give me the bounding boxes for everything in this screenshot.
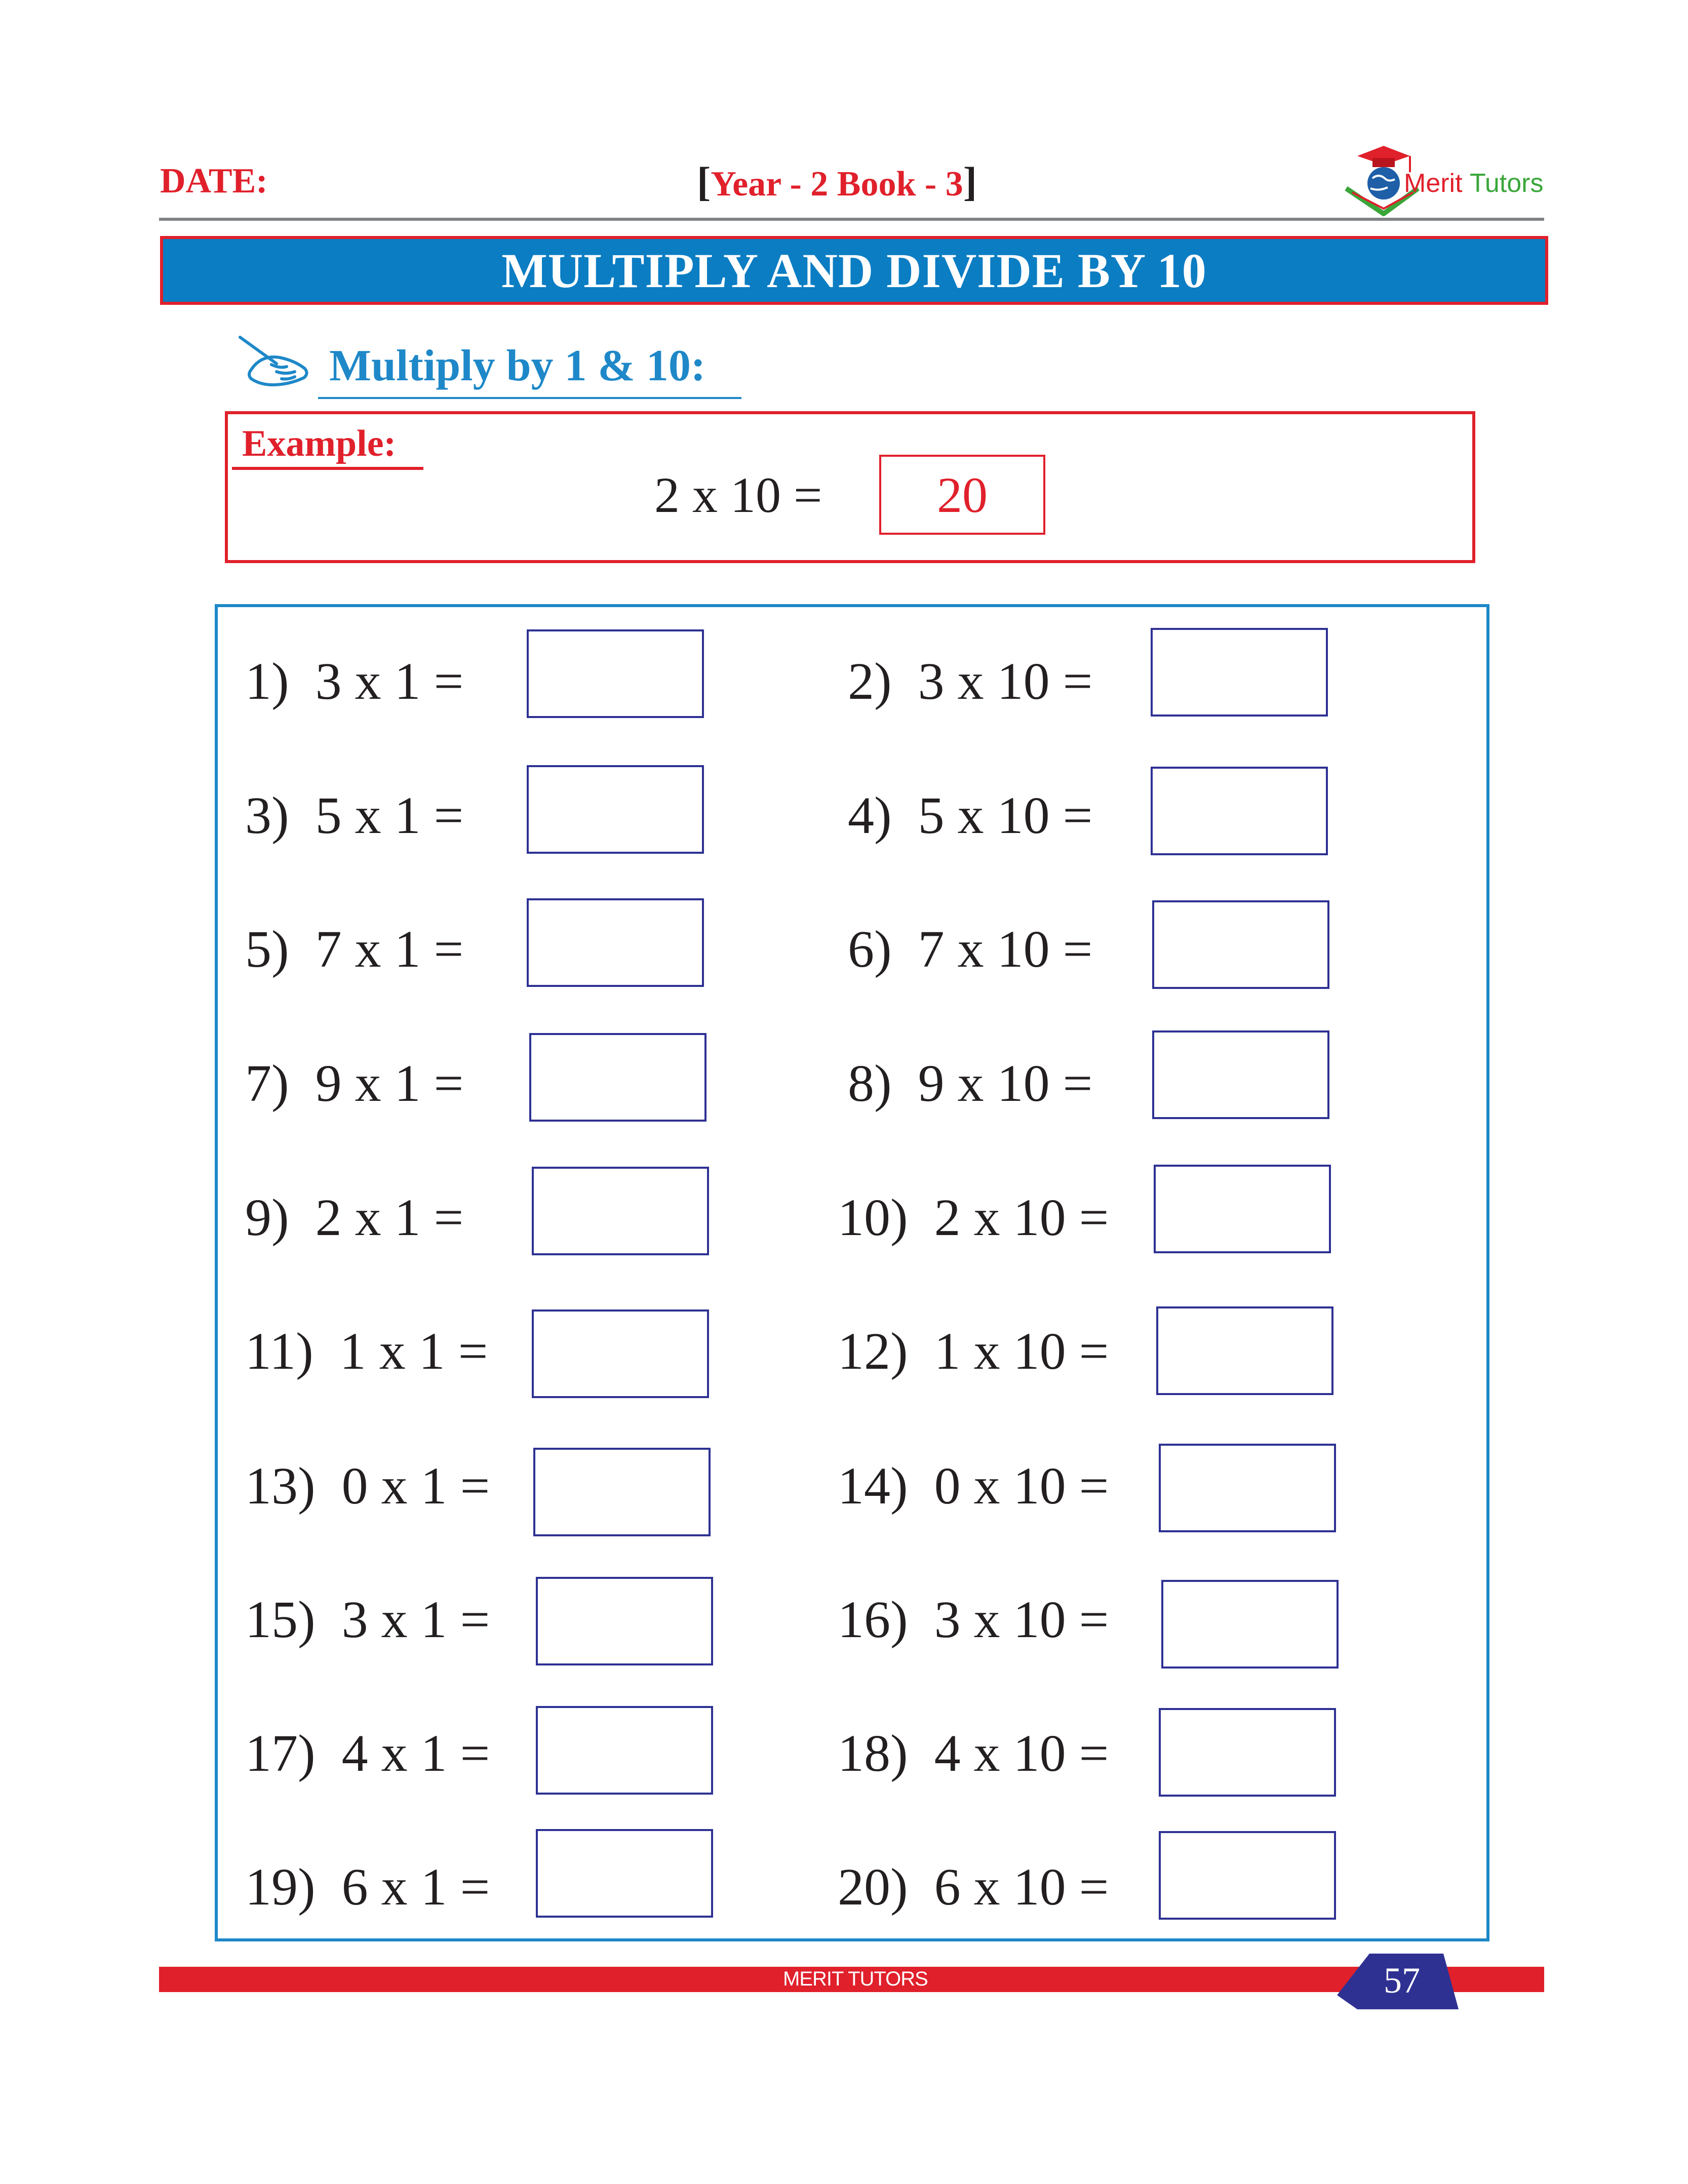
page-number: 57	[1384, 1960, 1420, 2001]
answer-box-17[interactable]	[536, 1706, 713, 1795]
logo-text	[1404, 168, 1543, 198]
problem-label: 5) 7 x 1 =	[245, 920, 464, 978]
problem-label: 20) 6 x 10 =	[838, 1858, 1109, 1916]
problem-label: 18) 4 x 10 =	[838, 1724, 1109, 1782]
answer-box-12[interactable]	[1156, 1306, 1333, 1395]
answer-box-10[interactable]	[1154, 1165, 1331, 1253]
book-label	[697, 158, 977, 206]
answer-box-14[interactable]	[1159, 1444, 1336, 1532]
answer-box-8[interactable]	[1152, 1030, 1329, 1119]
problem-label: 3) 5 x 1 =	[245, 786, 464, 845]
answer-box-6[interactable]	[1152, 900, 1329, 989]
answer-box-9[interactable]	[532, 1167, 709, 1255]
answer-box-7[interactable]	[529, 1033, 706, 1122]
writing-hand-icon	[236, 334, 317, 390]
problem-label: 4) 5 x 10 =	[848, 786, 1093, 845]
header-divider	[159, 218, 1544, 221]
problem-label: 12) 1 x 10 =	[838, 1322, 1109, 1380]
problem-label: 16) 3 x 10 =	[838, 1591, 1109, 1649]
close-bracket: ]	[963, 158, 977, 205]
page-title: MULTIPLY AND DIVIDE BY 10	[501, 243, 1207, 298]
example-label: Example:	[242, 423, 397, 464]
problem-label: 6) 7 x 10 =	[848, 920, 1093, 978]
problem-label: 10) 2 x 10 =	[838, 1188, 1109, 1247]
answer-box-5[interactable]	[527, 898, 704, 987]
answer-box-13[interactable]	[533, 1448, 711, 1536]
answer-box-11[interactable]	[532, 1309, 709, 1398]
answer-box-15[interactable]	[536, 1577, 713, 1665]
answer-box-4[interactable]	[1151, 767, 1328, 855]
section-underline	[318, 397, 741, 399]
problem-label: 14) 0 x 10 =	[838, 1457, 1109, 1515]
problem-label: 2) 3 x 10 =	[848, 652, 1093, 710]
problem-label: 15) 3 x 1 =	[245, 1591, 490, 1649]
date-label: DATE:	[160, 162, 268, 201]
footer-brand: MERIT TUTORS	[783, 1968, 928, 1990]
problem-label: 11) 1 x 1 =	[245, 1322, 488, 1380]
problem-label: 8) 9 x 10 =	[848, 1054, 1093, 1113]
answer-box-18[interactable]	[1159, 1708, 1336, 1797]
answer-box-16[interactable]	[1161, 1580, 1339, 1669]
example-equation: 2 x 10 =	[654, 467, 822, 523]
problem-label: 19) 6 x 1 =	[245, 1858, 490, 1916]
answer-box-19[interactable]	[536, 1829, 713, 1918]
section-heading: Multiply by 1 & 10:	[329, 341, 706, 390]
answer-box-1[interactable]	[527, 629, 704, 718]
problem-label: 9) 2 x 1 =	[245, 1188, 464, 1247]
open-bracket: [	[697, 158, 711, 205]
answer-box-3[interactable]	[527, 765, 704, 854]
problem-label: 13) 0 x 1 =	[245, 1457, 490, 1515]
problem-label: 17) 4 x 1 =	[245, 1724, 490, 1782]
logo-text-merit: Merit	[1404, 169, 1463, 198]
problem-label: 7) 9 x 1 =	[245, 1054, 464, 1113]
problem-label: 1) 3 x 1 =	[245, 652, 464, 710]
example-underline	[232, 467, 423, 470]
book-label-text: Year - 2 Book - 3	[711, 165, 963, 204]
example-answer-box: 20	[879, 455, 1045, 535]
answer-box-2[interactable]	[1151, 628, 1328, 717]
title-banner	[160, 236, 1548, 305]
logo-text-tutors: Tutors	[1470, 169, 1544, 198]
example-box	[225, 411, 1475, 563]
answer-box-20[interactable]	[1159, 1831, 1336, 1920]
